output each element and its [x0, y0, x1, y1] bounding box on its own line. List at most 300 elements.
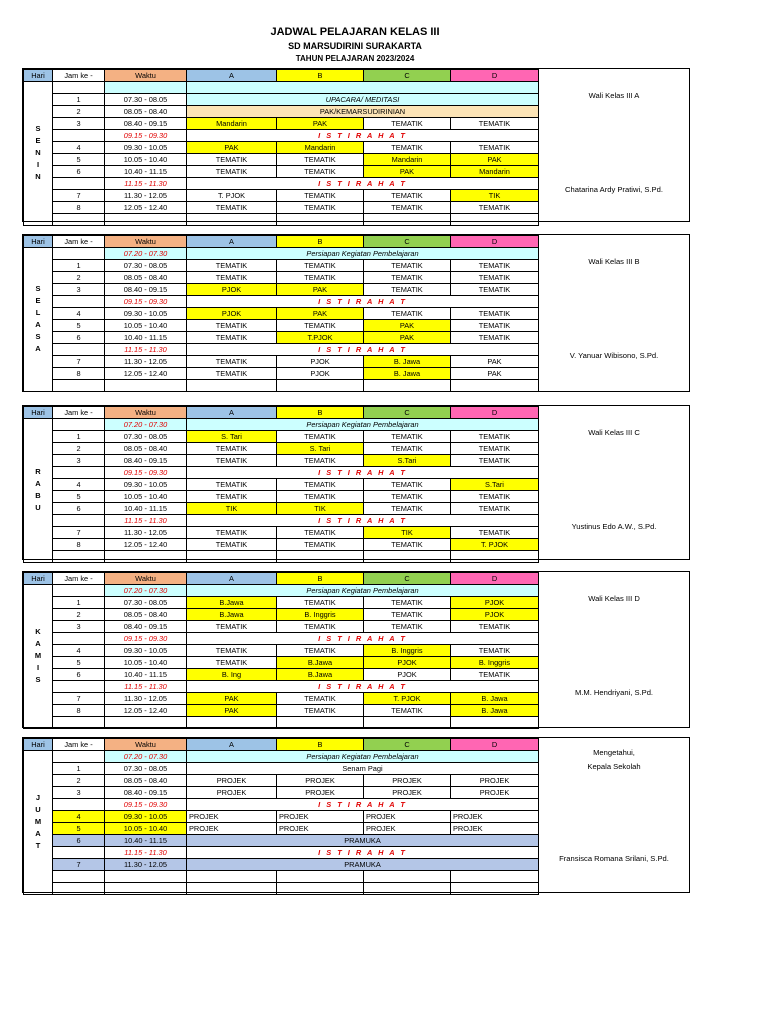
jam-cell: 7 [53, 859, 105, 871]
subject-cell-d: PJOK [451, 597, 539, 609]
empty-cell [53, 213, 105, 225]
column-header-a: A [187, 70, 277, 82]
subject-cell-a: TEMATIK [187, 332, 277, 344]
subject-cell-d: TEMATIK [451, 117, 539, 129]
subject-cell-d: B. Jawa [451, 705, 539, 717]
time-cell: 10.40 - 11.15 [105, 503, 187, 515]
pre-activity [187, 82, 539, 94]
academic-year: TAHUN PELAJARAN 2023/2024 [295, 54, 415, 63]
jam-cell [53, 515, 105, 527]
school-name: SD MARSUDIRINI SURAKARTA [288, 41, 422, 51]
column-header-c: C [364, 573, 451, 585]
empty-cell [364, 871, 451, 883]
subject-cell-a: PROJEK [187, 811, 277, 823]
subject-cell-d: PROJEK [451, 787, 539, 799]
table-row [24, 717, 539, 729]
break-label: I S T I R A H A T [187, 515, 539, 527]
jam-cell: 5 [53, 320, 105, 332]
subject-cell-c: TEMATIK [364, 491, 451, 503]
jam-cell [53, 177, 105, 189]
day-letter: U [35, 503, 41, 513]
empty-cell [277, 882, 364, 894]
column-header-hari: Hari [24, 739, 53, 751]
schedule-table [23, 235, 539, 392]
empty-cell [53, 380, 105, 392]
subject-cell-c: S.Tari [364, 455, 451, 467]
subject-cell-c: TEMATIK [364, 272, 451, 284]
jam-cell: 3 [53, 787, 105, 799]
header-row [24, 236, 539, 248]
column-header-jam: Jam ke - [53, 236, 105, 248]
time-cell: 07.30 - 08.05 [105, 260, 187, 272]
empty-cell [187, 882, 277, 894]
time-cell: 07.30 - 08.05 [105, 597, 187, 609]
jam-cell: 5 [53, 153, 105, 165]
merged-activity: PRAMUKA [187, 835, 539, 847]
subject-cell-a: TEMATIK [187, 443, 277, 455]
table-row [24, 368, 539, 380]
page-title: JADWAL PELAJARAN KELAS III [270, 26, 440, 38]
subject-cell-b: T.PJOK [277, 332, 364, 344]
break-time: 11.15 - 11.30 [105, 681, 187, 693]
empty-cell [187, 380, 277, 392]
subject-cell-b: TEMATIK [277, 165, 364, 177]
subject-cell-a: S. Tari [187, 431, 277, 443]
jam-cell: 4 [53, 479, 105, 491]
column-header-c: C [364, 739, 451, 751]
table-row [24, 491, 539, 503]
subject-cell-b: TEMATIK [277, 201, 364, 213]
empty-cell [364, 717, 451, 729]
subject-cell-d: PAK [451, 368, 539, 380]
schedule-table [23, 69, 539, 226]
break-label: I S T I R A H A T [187, 681, 539, 693]
subject-cell-a: PROJEK [187, 823, 277, 835]
subject-cell-a: PJOK [187, 308, 277, 320]
column-header-b: B [277, 236, 364, 248]
day-letter: A [35, 639, 41, 649]
column-header-b: B [277, 70, 364, 82]
subject-cell-c: B. Inggris [364, 645, 451, 657]
column-header-c: C [364, 236, 451, 248]
subject-cell-b: TEMATIK [277, 479, 364, 491]
jam-cell [53, 129, 105, 141]
table-row [24, 356, 539, 368]
table-row [24, 882, 539, 894]
column-header-b: B [277, 407, 364, 419]
subject-cell-c: TEMATIK [364, 503, 451, 515]
empty-cell [451, 871, 539, 883]
jam-cell [53, 847, 105, 859]
column-header-waktu: Waktu [105, 573, 187, 585]
subject-cell-b: TEMATIK [277, 539, 364, 551]
subject-cell-c: TEMATIK [364, 597, 451, 609]
subject-cell-d: PROJEK [451, 775, 539, 787]
subject-cell-a: B.Jawa [187, 597, 277, 609]
empty-cell [105, 871, 187, 883]
subject-cell-b: TEMATIK [277, 431, 364, 443]
table-row [24, 515, 539, 527]
break-time: 09.15 - 09.30 [105, 633, 187, 645]
subject-cell-a: PJOK [187, 284, 277, 296]
column-header-jam: Jam ke - [53, 573, 105, 585]
table-row [24, 799, 539, 811]
jam-cell: 6 [53, 503, 105, 515]
empty-cell [53, 871, 105, 883]
table-row [24, 479, 539, 491]
jam-cell: 5 [53, 657, 105, 669]
day-letter: A [35, 344, 41, 354]
pre-activity: Persiapan Kegiatan Pembelajaran [187, 419, 539, 431]
subject-cell-c: TEMATIK [364, 539, 451, 551]
column-header-waktu: Waktu [105, 236, 187, 248]
subject-cell-d: TEMATIK [451, 455, 539, 467]
subject-cell-b: TEMATIK [277, 189, 364, 201]
header-row [24, 573, 539, 585]
empty-cell [451, 380, 539, 392]
break-label: I S T I R A H A T [187, 633, 539, 645]
day-letter: R [35, 467, 41, 477]
table-row [24, 775, 539, 787]
time-cell: 08.40 - 09.15 [105, 787, 187, 799]
jam-cell: 3 [53, 455, 105, 467]
day-letter: S [35, 284, 41, 294]
pre-activity: Persiapan Kegiatan Pembelajaran [187, 751, 539, 763]
jam-cell: 3 [53, 621, 105, 633]
jam-cell: 8 [53, 705, 105, 717]
jam-cell: 1 [53, 763, 105, 775]
time-cell: 10.05 - 10.40 [105, 823, 187, 835]
subject-cell-d: B. Inggris [451, 657, 539, 669]
column-header-jam: Jam ke - [53, 407, 105, 419]
schedule-table [23, 738, 539, 895]
day-letter: E [35, 136, 41, 146]
subject-cell-a: B. Ing [187, 669, 277, 681]
subject-cell-c: TEMATIK [364, 284, 451, 296]
table-row [24, 693, 539, 705]
subject-cell-c: PROJEK [364, 811, 451, 823]
time-cell: 08.05 - 08.40 [105, 105, 187, 117]
table-row [24, 165, 539, 177]
empty-cell [105, 213, 187, 225]
pre-time: 07.20 - 07.30 [105, 585, 187, 597]
empty-cell [105, 882, 187, 894]
subject-cell-c: PAK [364, 320, 451, 332]
empty-cell [277, 551, 364, 563]
table-row [24, 633, 539, 645]
empty-cell [105, 551, 187, 563]
jam-cell [53, 419, 105, 431]
jam-cell: 1 [53, 431, 105, 443]
break-time: 09.15 - 09.30 [105, 129, 187, 141]
jam-cell: 2 [53, 775, 105, 787]
subject-cell-c: PAK [364, 165, 451, 177]
merged-activity: Senam Pagi [187, 763, 539, 775]
subject-cell-d: TEMATIK [451, 201, 539, 213]
column-header-a: A [187, 573, 277, 585]
time-cell: 09.30 - 10.05 [105, 811, 187, 823]
subject-cell-b: B.Jawa [277, 669, 364, 681]
break-label: I S T I R A H A T [187, 467, 539, 479]
subject-cell-a: TIK [187, 503, 277, 515]
time-cell: 11.30 - 12.05 [105, 356, 187, 368]
table-row [24, 621, 539, 633]
subject-cell-d: PAK [451, 153, 539, 165]
teacher-name: Fransisca Romana Srilani, S.Pd. [559, 854, 669, 863]
subject-cell-d: TEMATIK [451, 669, 539, 681]
subject-cell-c: PROJEK [364, 775, 451, 787]
subject-cell-a: TEMATIK [187, 527, 277, 539]
header-row [24, 70, 539, 82]
subject-cell-d: TEMATIK [451, 491, 539, 503]
jam-cell: 7 [53, 693, 105, 705]
subject-cell-b: B.Jawa [277, 657, 364, 669]
pre-activity: Persiapan Kegiatan Pembelajaran [187, 585, 539, 597]
jam-cell: 2 [53, 609, 105, 621]
empty-cell [53, 717, 105, 729]
subject-cell-a: Mandarin [187, 117, 277, 129]
subject-cell-c: B. Jawa [364, 368, 451, 380]
subject-cell-b: TEMATIK [277, 705, 364, 717]
day-block [22, 737, 690, 893]
jam-cell: 4 [53, 645, 105, 657]
time-cell: 09.30 - 10.05 [105, 645, 187, 657]
column-header-waktu: Waktu [105, 739, 187, 751]
subject-cell-d: TEMATIK [451, 645, 539, 657]
subject-cell-b: Mandarin [277, 141, 364, 153]
subject-cell-d: TEMATIK [451, 272, 539, 284]
jam-cell: 8 [53, 201, 105, 213]
jam-cell: 2 [53, 443, 105, 455]
column-header-hari: Hari [24, 407, 53, 419]
homeroom-label-2: Kepala Sekolah [587, 762, 641, 771]
table-row [24, 847, 539, 859]
break-time: 09.15 - 09.30 [105, 467, 187, 479]
empty-cell [277, 380, 364, 392]
table-row [24, 93, 539, 105]
table-row [24, 609, 539, 621]
subject-cell-b: B. Inggris [277, 609, 364, 621]
subject-cell-a: TEMATIK [187, 455, 277, 467]
subject-cell-d: TEMATIK [451, 332, 539, 344]
subject-cell-c: PJOK [364, 669, 451, 681]
subject-cell-b: TEMATIK [277, 260, 364, 272]
day-letter: A [35, 320, 41, 330]
jam-cell: 3 [53, 284, 105, 296]
jam-cell [53, 681, 105, 693]
time-cell: 09.30 - 10.05 [105, 479, 187, 491]
day-letter: T [35, 841, 41, 851]
time-cell: 08.05 - 08.40 [105, 272, 187, 284]
table-row [24, 835, 539, 847]
subject-cell-a: TEMATIK [187, 320, 277, 332]
empty-cell [277, 717, 364, 729]
time-cell: 11.30 - 12.05 [105, 189, 187, 201]
homeroom-label: Wali Kelas III D [588, 594, 640, 603]
jam-cell: 6 [53, 165, 105, 177]
day-letter: N [35, 148, 41, 158]
column-header-c: C [364, 70, 451, 82]
table-row [24, 585, 539, 597]
subject-cell-c: Mandarin [364, 153, 451, 165]
empty-cell [187, 871, 277, 883]
jam-cell: 1 [53, 93, 105, 105]
time-cell: 12.05 - 12.40 [105, 368, 187, 380]
subject-cell-d: PROJEK [451, 823, 539, 835]
subject-cell-d: S.Tari [451, 479, 539, 491]
column-header-jam: Jam ke - [53, 739, 105, 751]
day-letter: S [35, 332, 41, 342]
teacher-name: V. Yanuar Wibisono, S.Pd. [569, 351, 659, 360]
subject-cell-a: TEMATIK [187, 621, 277, 633]
subject-cell-b: TEMATIK [277, 621, 364, 633]
table-row [24, 763, 539, 775]
break-label: I S T I R A H A T [187, 847, 539, 859]
teacher-name: M.M. Hendriyani, S.Pd. [574, 688, 654, 697]
homeroom-label: Wali Kelas III C [588, 428, 640, 437]
table-row [24, 551, 539, 563]
subject-cell-a: TEMATIK [187, 201, 277, 213]
jam-cell: 3 [53, 117, 105, 129]
teacher-name: Yustinus Edo A.W., S.Pd. [571, 522, 657, 531]
subject-cell-b: PJOK [277, 356, 364, 368]
table-row [24, 332, 539, 344]
subject-cell-b: TEMATIK [277, 491, 364, 503]
subject-cell-d: TEMATIK [451, 260, 539, 272]
day-letter: N [35, 172, 41, 182]
table-row [24, 248, 539, 260]
empty-cell [105, 717, 187, 729]
subject-cell-d: TEMATIK [451, 308, 539, 320]
subject-cell-c: TEMATIK [364, 609, 451, 621]
pre-time: 07.20 - 07.30 [105, 419, 187, 431]
homeroom-label: Wali Kelas III A [588, 91, 640, 100]
jam-cell: 6 [53, 835, 105, 847]
day-letter: A [35, 479, 41, 489]
time-cell: 11.30 - 12.05 [105, 527, 187, 539]
subject-cell-b: TEMATIK [277, 153, 364, 165]
merged-activity: UPACARA/ MEDITASI [187, 93, 539, 105]
jam-cell: 8 [53, 368, 105, 380]
time-cell: 08.40 - 09.15 [105, 455, 187, 467]
time-cell: 08.05 - 08.40 [105, 609, 187, 621]
time-cell: 11.30 - 12.05 [105, 859, 187, 871]
day-block [22, 234, 690, 392]
subject-cell-c: TIK [364, 527, 451, 539]
empty-cell [277, 871, 364, 883]
subject-cell-a: T. PJOK [187, 189, 277, 201]
jam-cell: 7 [53, 527, 105, 539]
time-cell: 11.30 - 12.05 [105, 693, 187, 705]
header-row [24, 739, 539, 751]
pre-time: 07.20 - 07.30 [105, 248, 187, 260]
day-name [24, 248, 53, 392]
break-label: I S T I R A H A T [187, 344, 539, 356]
empty-cell [53, 882, 105, 894]
subject-cell-c: TEMATIK [364, 479, 451, 491]
table-row [24, 527, 539, 539]
table-row [24, 705, 539, 717]
subject-cell-d: TEMATIK [451, 284, 539, 296]
teacher-name: Chatarina Ardy Pratiwi, S.Pd. [565, 185, 663, 194]
empty-cell [187, 551, 277, 563]
time-cell: 10.05 - 10.40 [105, 491, 187, 503]
subject-cell-c: TEMATIK [364, 201, 451, 213]
day-letter: K [35, 627, 41, 637]
subject-cell-d: TIK [451, 189, 539, 201]
column-header-a: A [187, 236, 277, 248]
subject-cell-d: PAK [451, 356, 539, 368]
jam-cell: 8 [53, 539, 105, 551]
subject-cell-b: TEMATIK [277, 527, 364, 539]
column-header-d: D [451, 70, 539, 82]
subject-cell-a: PAK [187, 141, 277, 153]
day-block [22, 68, 690, 222]
day-letter: S [35, 675, 41, 685]
jam-cell [53, 751, 105, 763]
time-cell: 09.30 - 10.05 [105, 308, 187, 320]
day-block [22, 571, 690, 728]
empty-cell [451, 882, 539, 894]
table-row [24, 811, 539, 823]
jam-cell: 6 [53, 332, 105, 344]
subject-cell-b: S. Tari [277, 443, 364, 455]
header-row [24, 407, 539, 419]
table-row [24, 467, 539, 479]
time-cell: 07.30 - 08.05 [105, 763, 187, 775]
jam-cell [53, 585, 105, 597]
jam-cell: 2 [53, 272, 105, 284]
day-letter: U [35, 805, 41, 815]
time-cell: 07.30 - 08.05 [105, 431, 187, 443]
empty-cell [364, 380, 451, 392]
jam-cell: 4 [53, 811, 105, 823]
day-name [24, 419, 53, 563]
subject-cell-a: TEMATIK [187, 539, 277, 551]
merged-activity: PAK/KEMARSUDIRINIAN [187, 105, 539, 117]
break-time: 09.15 - 09.30 [105, 799, 187, 811]
subject-cell-a: TEMATIK [187, 491, 277, 503]
jam-cell [53, 633, 105, 645]
subject-cell-c: TEMATIK [364, 117, 451, 129]
time-cell: 10.40 - 11.15 [105, 165, 187, 177]
day-name [24, 751, 53, 895]
subject-cell-b: TEMATIK [277, 455, 364, 467]
break-time: 11.15 - 11.30 [105, 847, 187, 859]
subject-cell-d: TEMATIK [451, 527, 539, 539]
column-header-a: A [187, 407, 277, 419]
jam-cell: 5 [53, 823, 105, 835]
subject-cell-a: TEMATIK [187, 153, 277, 165]
subject-cell-c: TEMATIK [364, 141, 451, 153]
column-header-a: A [187, 739, 277, 751]
table-row [24, 272, 539, 284]
table-row [24, 141, 539, 153]
subject-cell-d: Mandarin [451, 165, 539, 177]
column-header-hari: Hari [24, 573, 53, 585]
table-row [24, 296, 539, 308]
subject-cell-b: PAK [277, 308, 364, 320]
table-row [24, 201, 539, 213]
subject-cell-c: TEMATIK [364, 431, 451, 443]
table-row [24, 344, 539, 356]
subject-cell-c: PAK [364, 332, 451, 344]
time-cell: 08.05 - 08.40 [105, 775, 187, 787]
subject-cell-c: TEMATIK [364, 189, 451, 201]
subject-cell-d: TEMATIK [451, 443, 539, 455]
break-label: I S T I R A H A T [187, 129, 539, 141]
subject-cell-b: TEMATIK [277, 597, 364, 609]
